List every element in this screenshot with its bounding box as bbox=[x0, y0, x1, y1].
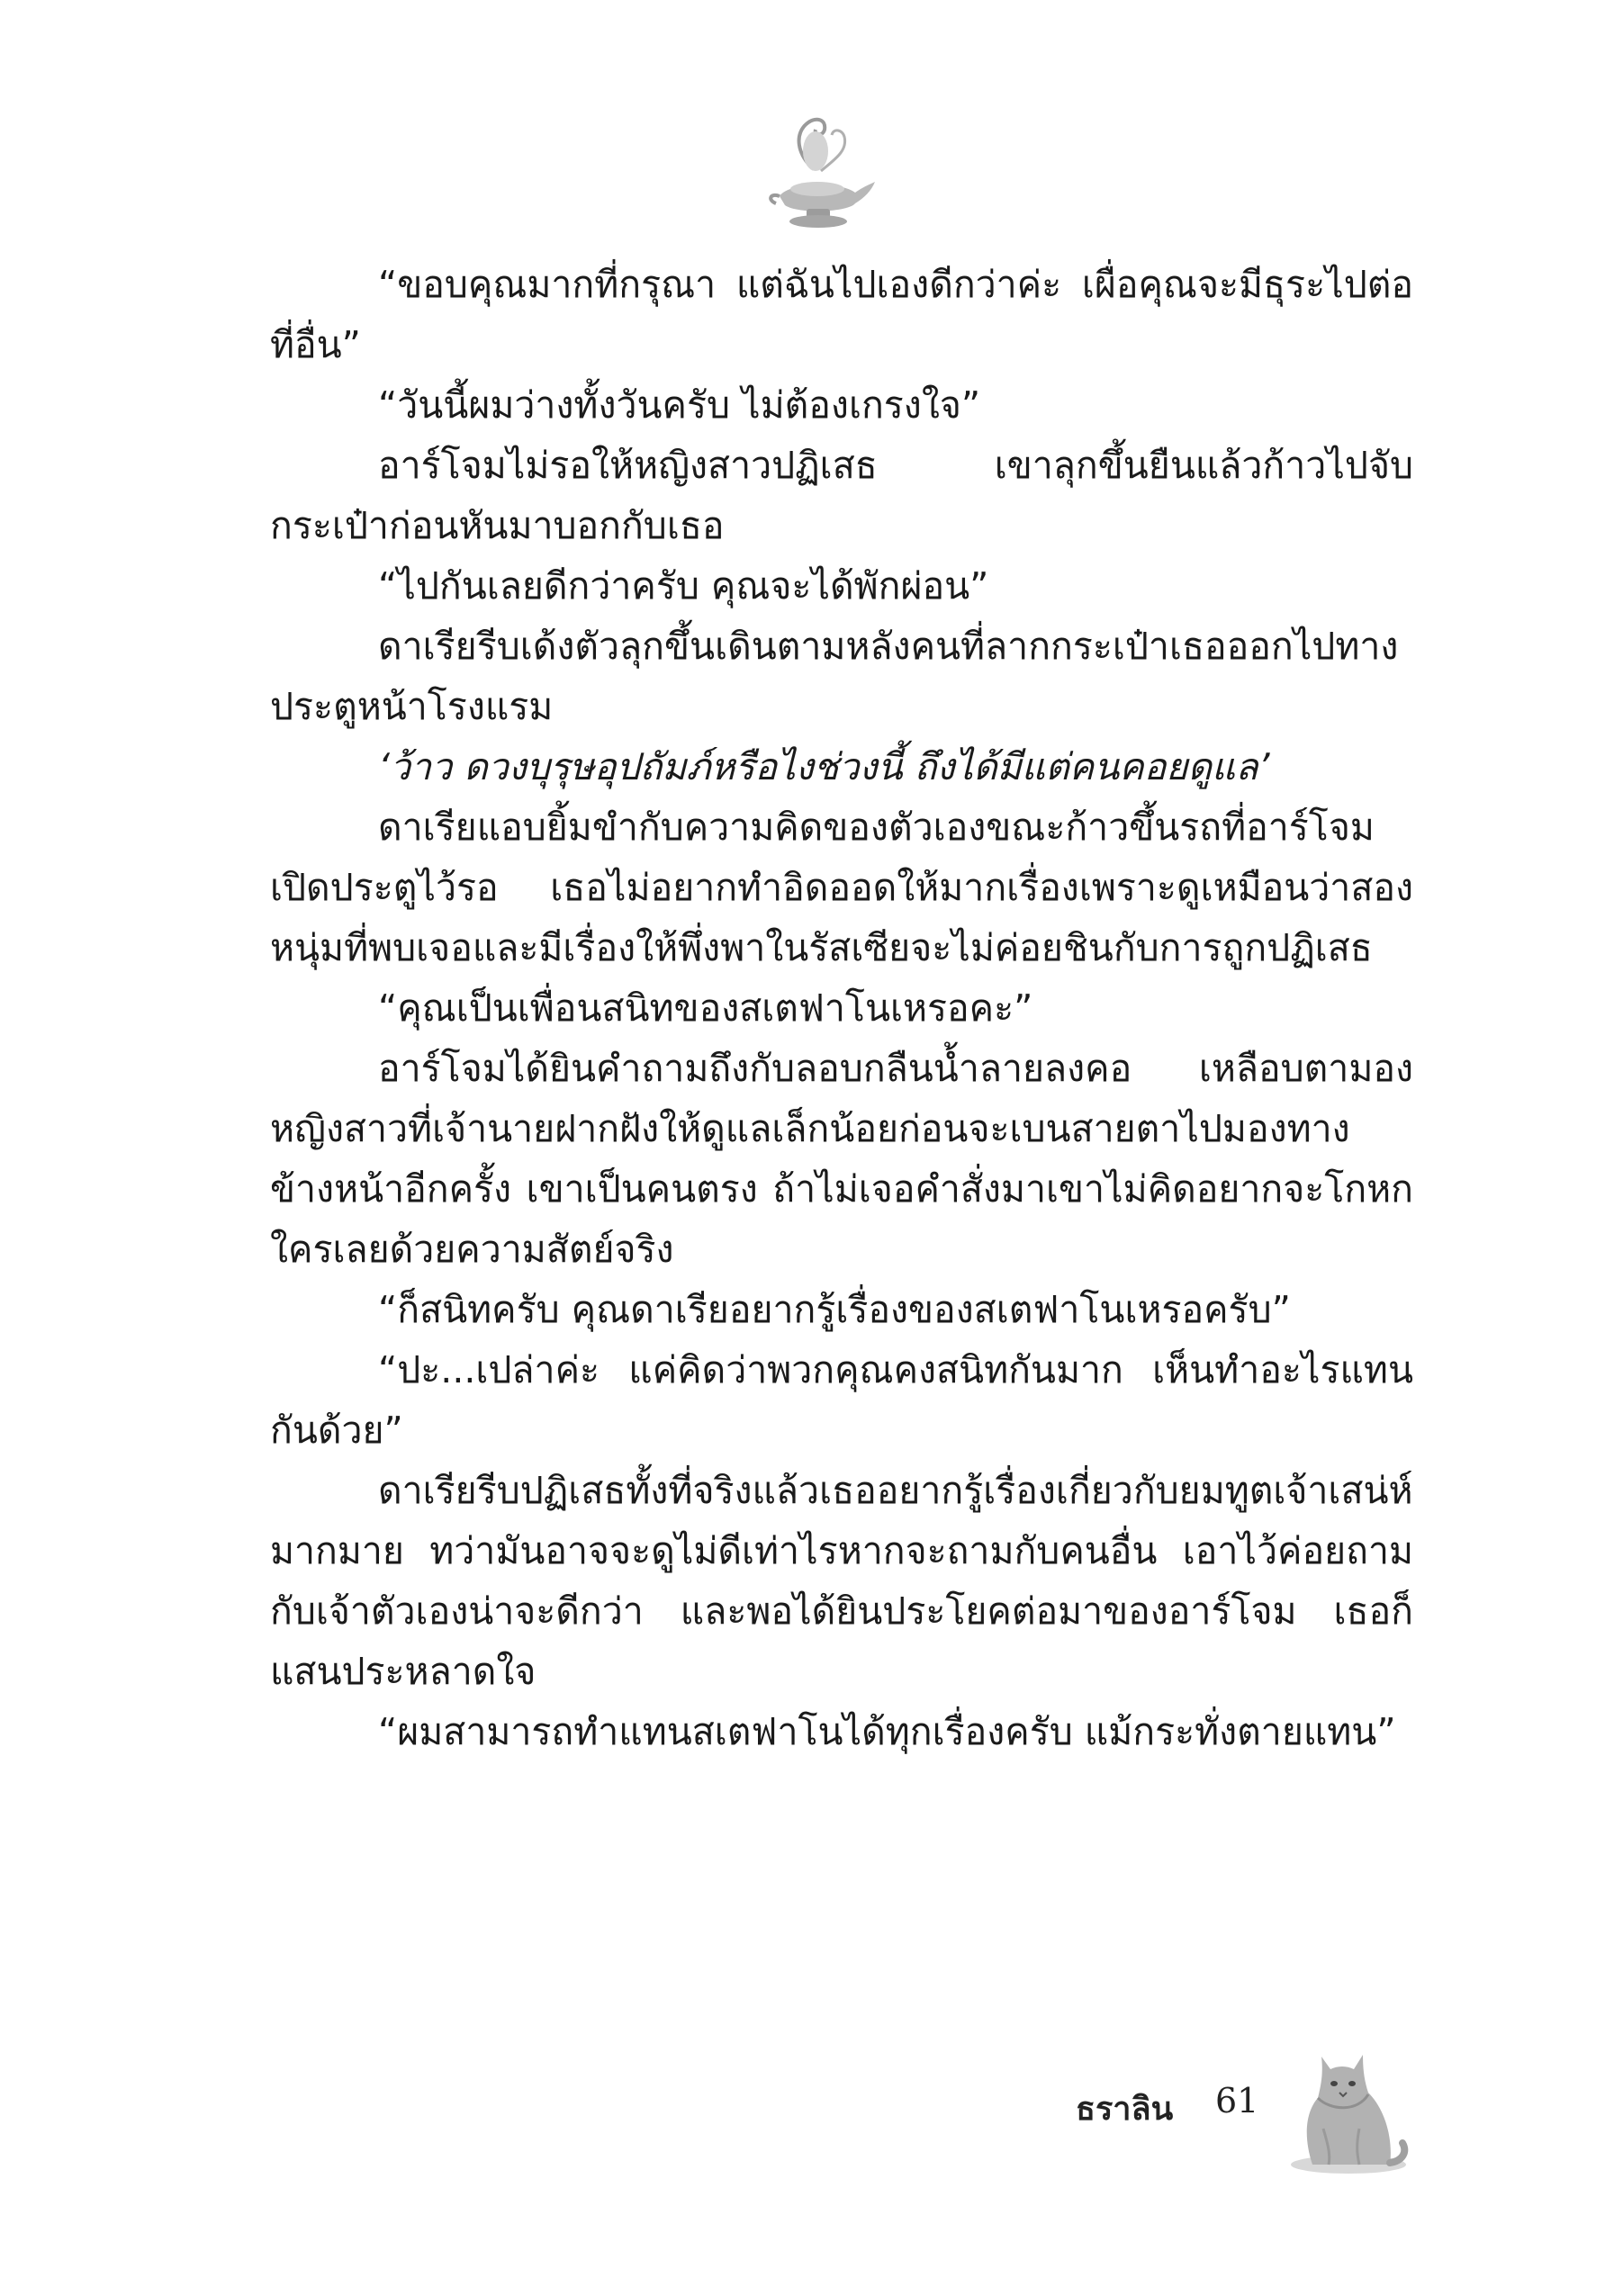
paragraph: “ปะ...เปล่าค่ะ แค่คิดว่าพวกคุณคงสนิทกันมาก เห็นทำอะไรแทนกันด้วย” bbox=[270, 1348, 1413, 1452]
paragraph: อาร์โจมไม่รอให้หญิงสาวปฏิเสธ เขาลุกขึ้นยืนแล้วก้าวไปจับกระเป๋าก่อนหันมาบอกกับเธอ bbox=[270, 444, 1413, 547]
paragraph: อาร์โจมได้ยินคำถามถึงกับลอบกลืนน้ำลายลงคอ เหลือบตามองหญิงสาวที่เจ้านายฝากฝังให้ดูแลเล็กน้อยก่อนจะเบนสายตาไปมองทางข้างหน้าอีกครั้ง เขาเป็นคนตรง ถ้าไม่เจอคำสั่งมาเขาไม่คิดอยากจะโกหกใครเลยด้วยความสัตย์จริง bbox=[270, 1047, 1413, 1271]
paragraph-italic-thought: ‘ว้าว ดวงบุรุษอุปถัมภ์หรือไงช่วงนี้ ถึงได้มีแต่คนคอยดูแล’ bbox=[378, 745, 1270, 788]
paragraph: ดาเรียรีบปฏิเสธทั้งที่จริงแล้วเธออยากรู้เรื่องเกี่ยวกับยมทูตเจ้าเสน่ห์มากมาย ทว่ามันอาจจะดูไม่ดีเท่าไรหากจะถามกับคนอื่น เอาไว้ค่อยถามกับเจ้าตัวเองน่าจะดีกว่า และพอได้ยินประโยคต่อมาของอาร์โจม เธอก็แสนประหลาดใจ bbox=[270, 1469, 1413, 1693]
paragraph: “ขอบคุณมากที่กรุณา แต่ฉันไปเองดีกว่าค่ะ เผื่อคุณจะมีธุระไปต่อที่อื่น” bbox=[270, 263, 1413, 366]
cat-icon bbox=[1258, 2030, 1411, 2183]
page-number: 61 bbox=[1215, 2081, 1259, 2120]
paragraph: “ไปกันเลยดีกว่าครับ คุณจะได้พักผ่อน” bbox=[378, 564, 989, 608]
genie-lamp-icon bbox=[762, 106, 879, 241]
body-text bbox=[270, 255, 1413, 1762]
paragraph: ดาเรียแอบยิ้มขำกับความคิดของตัวเองขณะก้าวขึ้นรถที่อาร์โจมเปิดประตูไว้รอ เธอไม่อยากทำอิดออดให้มากเรื่องเพราะดูเหมือนว่าสองหนุ่มที่พบเจอและมีเรื่องให้พึ่งพาในรัสเซียจะไม่ค่อยชินกับการถูกปฏิเสธ bbox=[270, 806, 1413, 969]
paragraph: ดาเรียรีบเด้งตัวลุกขึ้นเดินตามหลังคนที่ลากกระเป๋าเธอออกไปทางประตูหน้าโรงแรม bbox=[270, 625, 1399, 728]
paragraph: “ผมสามารถทำแทนสเตฟาโนได้ทุกเรื่องครับ แม้กระทั่งตายแทน” bbox=[378, 1710, 1396, 1753]
paragraph: “วันนี้ผมว่างทั้งวันครับ ไม่ต้องเกรงใจ” bbox=[378, 383, 981, 427]
paragraph: “คุณเป็นเพื่อนสนิทของสเตฟาโนเหรอคะ” bbox=[378, 986, 1033, 1030]
paragraph: “ก็สนิทครับ คุณดาเรียอยากรู้เรื่องของสเตฟาโนเหรอครับ” bbox=[378, 1288, 1291, 1331]
author-name: ธราลิน bbox=[1076, 2091, 1174, 2128]
